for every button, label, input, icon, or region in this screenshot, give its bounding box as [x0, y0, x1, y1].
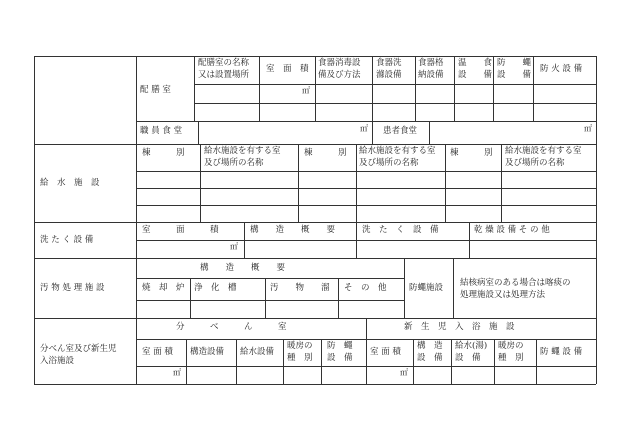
- kitchen-area-unit: ㎡: [302, 86, 310, 95]
- kitchen-fly-header-2: 設 備: [497, 70, 532, 80]
- tb-header-1: 結核病室のある場合は喀痰の: [460, 278, 571, 288]
- maternity-section-title-1: 分べん室及び新生児: [40, 344, 117, 354]
- laundry-area-unit: ㎡: [230, 242, 238, 251]
- newborn-heating-header-2: 種 別: [498, 353, 524, 363]
- kitchen-name-header-1: 配膳室の名称: [198, 58, 250, 68]
- fire-equipment-header: 防 火 設 備: [540, 64, 583, 74]
- newborn-water-header-2: 設 備: [455, 353, 481, 363]
- delivery-area-header: 室 面 積: [142, 347, 173, 357]
- tb-header-2: 処理施設又は処理方法: [460, 290, 546, 300]
- dish-wash-header-2: 滌設備: [376, 70, 402, 80]
- newborn-area-unit: ㎡: [400, 368, 408, 377]
- newborn-water-header-1: 給水(湯): [455, 341, 488, 351]
- newborn-structure-header-2: 設 備: [417, 353, 443, 363]
- sewage-section-title: 汚 物 処 理 施 設: [40, 283, 105, 293]
- kitchen-section-title: 配 膳 室: [140, 85, 171, 95]
- newborn-structure-header-1: 構 造: [417, 341, 443, 351]
- maternity-section-title-2: 入浴施設: [40, 356, 75, 366]
- newborn-heating-header-1: 暖房の: [498, 341, 524, 351]
- laundry-section-title: 洗 た く 設 備: [40, 235, 94, 245]
- laundry-area-header: 室 面 積: [142, 225, 219, 235]
- dish-wash-header-1: 食器洗: [376, 58, 402, 68]
- septic-tank-header: 浄 化 槽: [194, 283, 237, 293]
- sewage-fly-header: 防蠅施設: [409, 283, 444, 293]
- dish-store-header-1: 食器格: [418, 58, 444, 68]
- kitchen-fly-header-1: 防 蠅: [497, 58, 532, 68]
- water-facility-header-2b: 及び場所の名称: [359, 158, 419, 168]
- water-type-header-3: 棟 別: [450, 148, 493, 158]
- delivery-area-unit: ㎡: [173, 368, 181, 377]
- delivery-water-header: 給水設備: [240, 347, 275, 357]
- newborn-fly-header: 防 蠅 設 備: [540, 347, 583, 357]
- water-facility-header-1a: 給水施設を有する室: [204, 146, 281, 156]
- dish-disinfect-header-1: 食器消毒設: [318, 58, 361, 68]
- kitchen-name-header-2: 又は設置場所: [198, 70, 250, 80]
- sewage-structure-header: 構 造 概 要: [200, 263, 286, 273]
- dish-disinfect-header-2: 備及び方法: [318, 70, 361, 80]
- water-facility-header-3a: 給水施設を有する室: [505, 146, 582, 156]
- water-facility-header-3b: 及び場所の名称: [505, 158, 565, 168]
- delivery-room-header: 分 べ ん 室: [176, 322, 287, 332]
- delivery-fly-header-2: 設 備: [327, 353, 353, 363]
- delivery-heating-header-2: 種 別: [287, 353, 313, 363]
- warm-food-header-2: 設 備: [458, 70, 493, 80]
- incinerator-header: 焼 却 炉: [142, 283, 185, 293]
- staff-dining-unit: ㎡: [360, 124, 368, 133]
- waste-tank-header: 汚 物 溜: [270, 283, 330, 293]
- patient-dining-label: 患者食堂: [383, 126, 418, 136]
- water-type-header-2: 棟 別: [304, 148, 347, 158]
- dish-store-header-2: 納設備: [418, 70, 444, 80]
- laundry-wash-header: 洗 た く 設 備: [362, 225, 439, 235]
- laundry-dry-header: 乾 燥 設 備 そ の 他: [474, 225, 550, 235]
- newborn-area-header: 室 面 積: [370, 347, 401, 357]
- water-facility-header-2a: 給水施設を有する室: [359, 146, 436, 156]
- warm-food-header-1: 温 食: [458, 58, 493, 68]
- kitchen-area-header: 室 面 積: [266, 64, 309, 74]
- staff-dining-label: 職 員 食 堂: [140, 126, 183, 136]
- patient-dining-unit: ㎡: [584, 124, 592, 133]
- newborn-bath-header: 新 生 児 入 浴 施 設: [404, 322, 515, 332]
- water-section-title: 給 水 施 設: [40, 178, 100, 188]
- sewage-other-header: そ の 他: [344, 283, 387, 293]
- delivery-structure-header: 構造設備: [190, 347, 225, 357]
- water-facility-header-1b: 及び場所の名称: [204, 158, 264, 168]
- laundry-structure-header: 構 造 概 要: [250, 225, 336, 235]
- water-type-header-1: 棟 別: [142, 148, 185, 158]
- delivery-fly-header-1: 防 蠅: [327, 341, 353, 351]
- delivery-heating-header-1: 暖房の: [287, 341, 313, 351]
